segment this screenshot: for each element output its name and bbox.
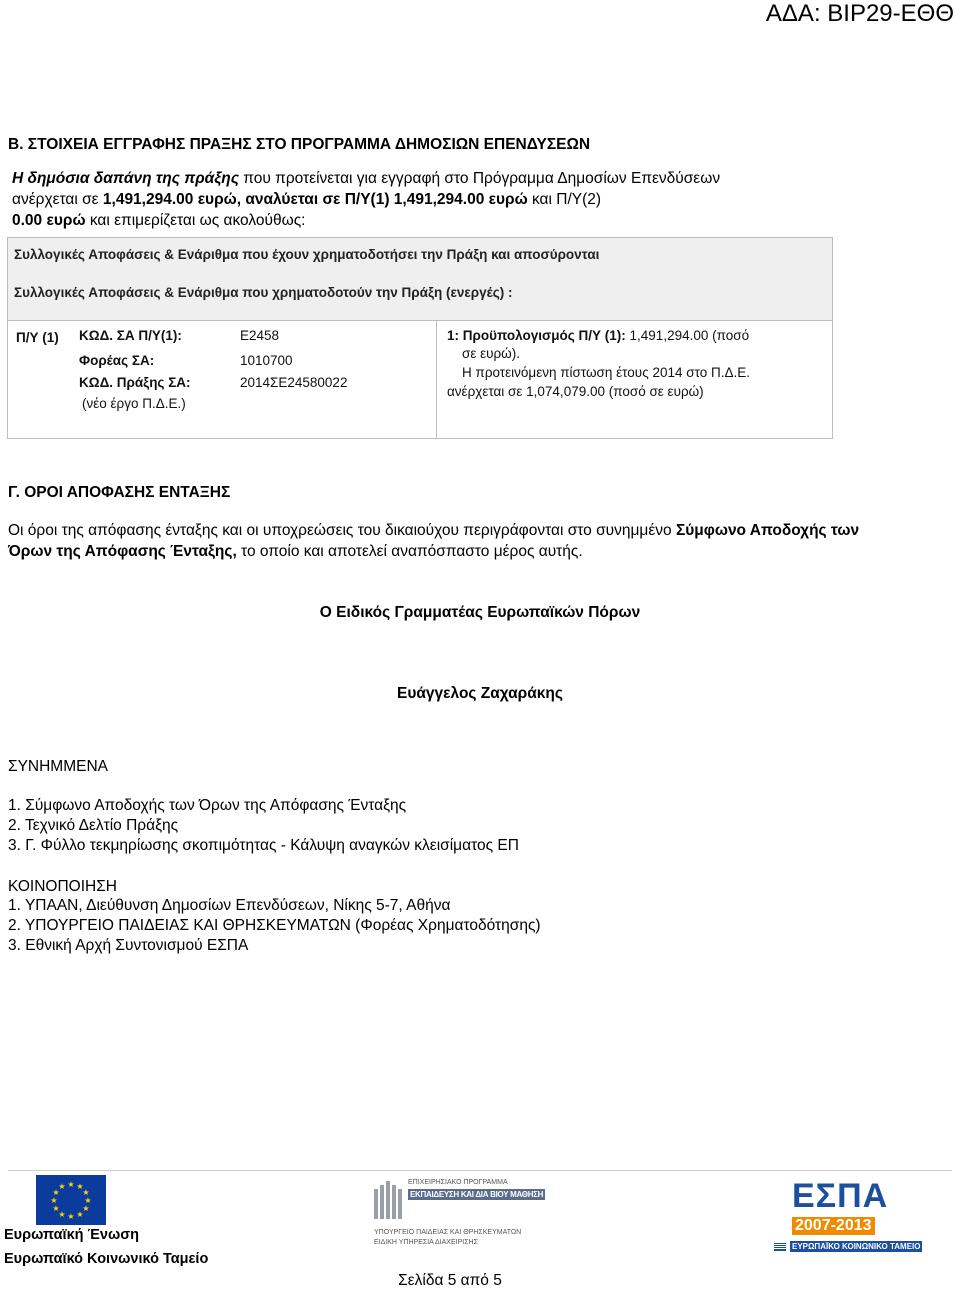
active-decisions-label: Συλλογικές Αποφάσεις & Ενάριθμα που χρηματοδοτούν την Πράξη (ενεργές) : [14, 285, 513, 300]
kod-praxis-label: ΚΩΔ. Πράξης ΣΑ: [79, 375, 191, 390]
footer-divider [8, 1170, 952, 1171]
column-divider [436, 321, 437, 438]
attachment-item: 1. Σύμφωνο Αποδοχής των Όρων της Απόφασης Ένταξης [8, 797, 407, 814]
active-decisions-box [7, 276, 833, 321]
ekp-line4: ΕΙΔΙΚΗ ΥΠΗΡΕΣΙΑ ΔΙΑΧΕΙΡΙΣΗΣ [374, 1239, 478, 1246]
signatory-name: Ευάγγελος Ζαχαράκης [397, 685, 563, 702]
foreas-label: Φορέας ΣΑ: [79, 353, 155, 368]
svg-text:★: ★ [67, 1212, 75, 1221]
section-b-intro [12, 168, 912, 231]
eu-union-label: Ευρωπαϊκή Ένωση [4, 1227, 139, 1243]
page-number: Σελίδα 5 από 5 [398, 1272, 502, 1289]
notification-item: 2. ΥΠΟΥΡΓΕΙΟ ΠΑΙΔΕΙΑΣ ΚΑΙ ΘΡΗΣΚΕΥΜΑΤΩΝ (Φορέας Χρηματοδότησης) [8, 917, 541, 934]
budget-line3: Η προτεινόμενη πίστωση έτους 2014 στο Π.Δ.Ε. [462, 365, 750, 380]
svg-text:★: ★ [67, 1180, 75, 1189]
intro-line3a: 0.00 ευρώ [12, 212, 86, 229]
signatory-role: Ο Ειδικός Γραμματέας Ευρωπαϊκών Πόρων [319, 604, 641, 621]
para-d: το οποίο και αποτελεί αναπόσπαστο μέρος αυτής. [236, 543, 583, 560]
greek-flag-icon [774, 1243, 786, 1251]
espa-logo [774, 1177, 924, 1257]
espa-name: ΕΣΠΑ [792, 1177, 889, 1215]
intro-line2d: ευρώ [484, 191, 528, 208]
notification-item: 3. Εθνική Αρχή Συντονισμού ΕΣΠΑ [8, 937, 249, 954]
budget-line2: σε ευρώ). [462, 346, 520, 361]
section-b-title: Β. ΣΤΟΙΧΕΙΑ ΕΓΓΡΑΦΗΣ ΠΡΑΞΗΣ ΣΤΟ ΠΡΟΓΡΑΜΜΑ ΔΗΜΟΣΙΩΝ ΕΠΕΝΔΥΣΕΩΝ [8, 136, 591, 153]
ekp-line1: ΕΠΙΧΕΙΡΗΣΙΑΚΟ ΠΡΟΓΡΑΜΜΑ [408, 1179, 508, 1186]
svg-text:★: ★ [76, 1210, 84, 1219]
neo-ergo-note: (νέο έργο Π.Δ.Ε.) [82, 396, 186, 411]
section-g-paragraph [8, 520, 938, 562]
svg-text:★: ★ [82, 1188, 90, 1197]
foreas-value: 1010700 [240, 353, 293, 368]
intro-rest1: που προτείνεται για εγγραφή στο Πρόγραμμα Δημοσίων Επενδύσεων [238, 170, 721, 187]
para-a: Οι όροι της απόφασης ένταξης και οι υποχρεώσεις του δικαιούχου περιγράφονται στο συνημμένο [8, 522, 676, 539]
notification-list [8, 896, 541, 956]
espa-fund: ΕΥΡΩΠΑΪΚΟ ΚΟΙΝΩΝΙΚΟ ΤΑΜΕΙΟ [792, 1242, 921, 1251]
svg-text:★: ★ [58, 1210, 66, 1219]
section-g-title: Γ. ΟΡΟΙ ΑΠΟΦΑΣΗΣ ΕΝΤΑΞΗΣ [8, 484, 231, 501]
notification-item: 1. ΥΠΑΑΝ, Διεύθυνση Δημοσίων Επενδύσεων, Νίκης 5-7, Αθήνα [8, 897, 451, 914]
kod-sa-label: ΚΩΔ. ΣΑ Π/Υ(1): [79, 328, 182, 343]
para-b: Σύμφωνο Αποδοχής των [675, 522, 860, 539]
withdrawn-decisions-label: Συλλογικές Αποφάσεις & Ενάριθμα που έχουν χρηματοδοτήσει την Πράξη και αποσύρονται [14, 247, 600, 262]
attachment-item: 2. Τεχνικό Δελτίο Πράξης [8, 817, 179, 834]
ada-code: ΑΔΑ: ΒΙΡ29-ΕΘΘ [765, 0, 954, 27]
intro-line3b: και επιμερίζεται ως ακολούθως: [85, 212, 306, 229]
eu-flag-icon [36, 1175, 106, 1225]
svg-text:★: ★ [84, 1196, 92, 1205]
kod-sa-value: Ε2458 [240, 328, 280, 343]
education-program-logo [372, 1177, 544, 1255]
svg-text:★: ★ [52, 1188, 60, 1197]
intro-line2b: 1,491,294.00 ευρώ, αναλύεται σε Π/Υ(1) [102, 191, 390, 208]
svg-text:★: ★ [52, 1204, 60, 1213]
eu-fund-label: Ευρωπαϊκό Κοινωνικό Ταμείο [4, 1251, 209, 1267]
ekp-line2: ΕΚΠΑΙΔΕΥΣΗ ΚΑΙ ΔΙΑ ΒΙΟΥ ΜΑΘΗΣΗ [410, 1190, 544, 1199]
kod-praxis-value: 2014ΣΕ24580022 [240, 375, 348, 390]
budget-line4: ανέρχεται σε 1,074,079.00 (ποσό σε ευρώ) [447, 384, 704, 399]
svg-text:★: ★ [58, 1182, 66, 1191]
para-c: Όρων της Απόφασης Ένταξης, [8, 543, 237, 560]
intro-line2c: 1,491,294.00 [389, 191, 485, 208]
attachments-list [8, 796, 519, 856]
py-label: Π/Υ (1) [16, 330, 59, 345]
budget-details-box [7, 321, 833, 439]
attachments-title: ΣΥΝΗΜΜΕΝΑ [8, 758, 109, 775]
intro-line2a: ανέρχεται σε [12, 191, 103, 208]
espa-years: 2007-2013 [792, 1217, 875, 1235]
notification-title: ΚΟΙΝΟΠΟΙΗΣΗ [8, 878, 117, 895]
attachment-item: 3. Γ. Φύλλο τεκμηρίωσης σκοπιμότητας - Κάλυψη αναγκών κλεισίματος ΕΠ [8, 837, 519, 854]
ekp-line3: ΥΠΟΥΡΓΕΙΟ ΠΑΙΔΕΙΑΣ ΚΑΙ ΘΡΗΣΚΕΥΜΑΤΩΝ [374, 1229, 522, 1236]
budget-value: 1,491,294.00 (ποσό [625, 328, 750, 343]
svg-text:★: ★ [82, 1204, 90, 1213]
intro-line2e: και Π/Υ(2) [527, 191, 602, 208]
svg-text:★: ★ [50, 1196, 58, 1205]
withdrawn-decisions-box [7, 237, 833, 277]
budget-label: 1: Προϋπολογισμός Π/Υ (1): [447, 328, 626, 343]
intro-lead: Η δημόσια δαπάνη της πράξης [12, 170, 239, 187]
svg-text:★: ★ [76, 1182, 84, 1191]
